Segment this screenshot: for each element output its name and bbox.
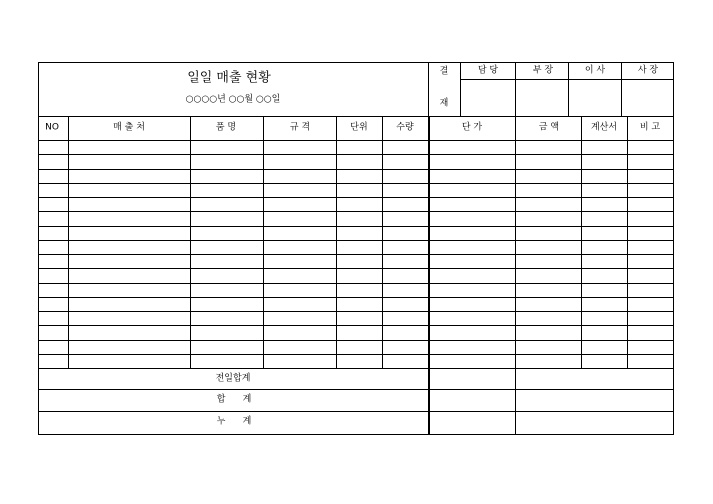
- approval-role-staff: 담 당: [477, 65, 499, 76]
- grid-line: [38, 197, 674, 198]
- grid-line: [673, 62, 674, 435]
- grid-line: [38, 411, 674, 412]
- header-quantity: 수량: [396, 122, 414, 133]
- grid-line: [38, 154, 674, 155]
- approval-label-bottom: 재: [439, 98, 449, 109]
- header-unit-price: 단 가: [461, 122, 483, 133]
- grid-line: [38, 283, 674, 284]
- grid-line: [38, 211, 674, 212]
- approval-role-manager: 부 장: [532, 65, 554, 76]
- grid-line: [38, 389, 674, 390]
- approval-role-director: 이 사: [584, 65, 606, 76]
- approval-label-top: 결: [439, 66, 449, 77]
- grid-line: [38, 226, 674, 227]
- grid-line: [38, 311, 674, 312]
- grid-line: [38, 62, 39, 435]
- header-no: NO: [45, 122, 59, 133]
- header-amount: 금 액: [538, 122, 560, 133]
- grid-line: [515, 62, 516, 117]
- date-line: ○○○○년 ○○월 ○○일: [185, 94, 281, 105]
- grid-line: [38, 297, 674, 298]
- footer-previous-total: 전일합계: [215, 373, 251, 384]
- page-title: 일일 매출 현황: [187, 70, 271, 86]
- grid-line: [38, 325, 674, 326]
- grid-line: [460, 62, 461, 117]
- header-unit: 단위: [350, 122, 368, 133]
- footer-total: 합 계: [216, 394, 252, 405]
- grid-line: [38, 240, 674, 241]
- approval-role-president: 사 장: [637, 65, 659, 76]
- grid-line: [621, 62, 622, 117]
- header-customer: 매 출 처: [113, 122, 145, 133]
- grid-line: [568, 62, 569, 117]
- grid-line: [38, 183, 674, 184]
- grid-line: [460, 79, 674, 80]
- grid-line: [38, 254, 674, 255]
- header-spec: 규 격: [289, 122, 311, 133]
- grid-line: [428, 62, 429, 117]
- grid-line: [38, 340, 674, 341]
- grid-line: [38, 116, 674, 117]
- grid-line: [38, 434, 674, 435]
- grid-line: [38, 368, 674, 369]
- header-note: 비 고: [639, 122, 661, 133]
- grid-line: [38, 354, 674, 355]
- header-invoice: 계산서: [590, 122, 618, 133]
- grid-line: [38, 169, 674, 170]
- grid-line: [38, 268, 674, 269]
- grid-line: [38, 62, 674, 63]
- grid-line: [429, 116, 430, 435]
- header-item-name: 품 명: [215, 122, 237, 133]
- grid-line: [515, 368, 516, 435]
- footer-cumulative: 누 계: [216, 416, 252, 427]
- grid-line: [38, 140, 674, 141]
